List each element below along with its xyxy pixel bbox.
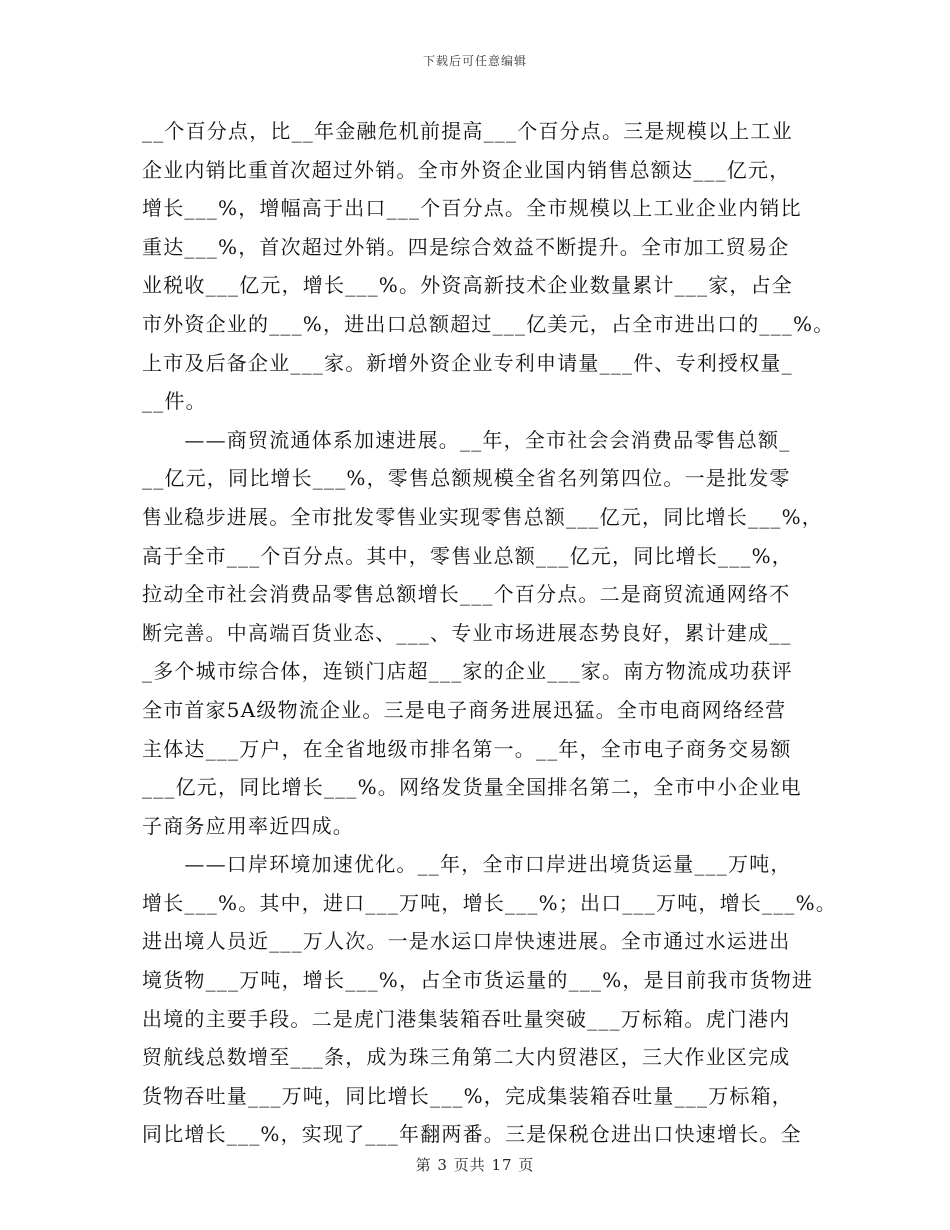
body-line: 断完善。中高端百货业态、___、专业市场进展态势良好，累计建成__ (142, 620, 792, 645)
body-line: 重达___%，首次超过外销。四是综合效益不断提升。全市加工贸易企 (142, 234, 790, 259)
body-line: 全市首家5A级物流企业。三是电子商务进展迅猛。全市电商网络经营 (142, 697, 787, 722)
body-line: __件。 (142, 389, 207, 414)
body-line: 高于全市___个百分点。其中，零售业总额___亿元，同比增长___%， (142, 543, 794, 568)
body-line: 增长___%。其中，进口___万吨，增长___%；出口___万吨，增长___%。 (142, 890, 838, 915)
body-line: 上市及后备企业___家。新增外资企业专利申请量___件、专利授权量_ (142, 350, 793, 375)
body-line: 主体达___万户，在全省地级市排名第一。__年，全市电子商务交易额 (142, 736, 792, 761)
body-line: _多个城市综合体，连锁门店超___家的企业___家。南方物流成功获评 (142, 659, 793, 684)
body-line: 货物吞吐量___万吨，同比增长___%，完成集装箱吞吐量___万标箱， (142, 1083, 794, 1108)
body-line: 市外资企业的___%，进出口总额超过___亿美元，占全市进出口的___%。 (142, 311, 835, 336)
body-line: 进出境人员近___万人次。一是水运口岸快速进展。全市通过水运进出 (142, 929, 791, 954)
body-line: 贸航线总数增至___条，成为珠三角第二大内贸港区，三大作业区完成 (142, 1045, 791, 1070)
body-line: 出境的主要手段。二是虎门港集装箱吞吐量突破___万标箱。虎门港内 (142, 1006, 791, 1031)
body-line: 同比增长___%，实现了___年翻两番。三是保税仓进出口快速增长。全 (142, 1122, 802, 1147)
page-header: 下载后可任意编辑 (422, 54, 527, 68)
body-line: 拉动全市社会消费品零售总额增长___个百分点。二是商贸流通网络不 (142, 582, 791, 607)
body-line: 增长___%，增幅高于出口___个百分点。全市规模以上工业企业内销比 (142, 196, 802, 221)
body-line: __亿元，同比增长___%，零售总额规模全省名列第四位。一是批发零 (142, 466, 791, 491)
page-footer: 第 3 页共 17 页 (415, 1156, 535, 1174)
body-line: 境货物___万吨，增长___%，占全市货运量的___%，是目前我市货物进 (142, 968, 814, 993)
body-line: 子商务应用率近四成。 (142, 813, 354, 838)
body-line: 业税收___亿元，增长___%。外资高新技术企业数量累计___家，占全 (142, 273, 794, 298)
body-line: 企业内销比重首次超过外销。全市外资企业国内销售总额达___亿元， (142, 157, 791, 182)
document-body (142, 112, 838, 1154)
body-line: ——口岸环境加速优化。__年，全市口岸进出境货运量___万吨， (142, 852, 792, 877)
body-line: ——商贸流通体系加速进展。__年，全市社会会消费品零售总额_ (142, 427, 791, 452)
body-line: __个百分点，比__年金融危机前提高___个百分点。三是规模以上工业 (142, 119, 793, 143)
body-line: ___亿元，同比增长___%。网络发货量全国排名第二，全市中小企业电 (142, 775, 802, 800)
body-line: 售业稳步进展。全市批发零售业实现零售总额___亿元，同比增长___%， (142, 504, 824, 529)
